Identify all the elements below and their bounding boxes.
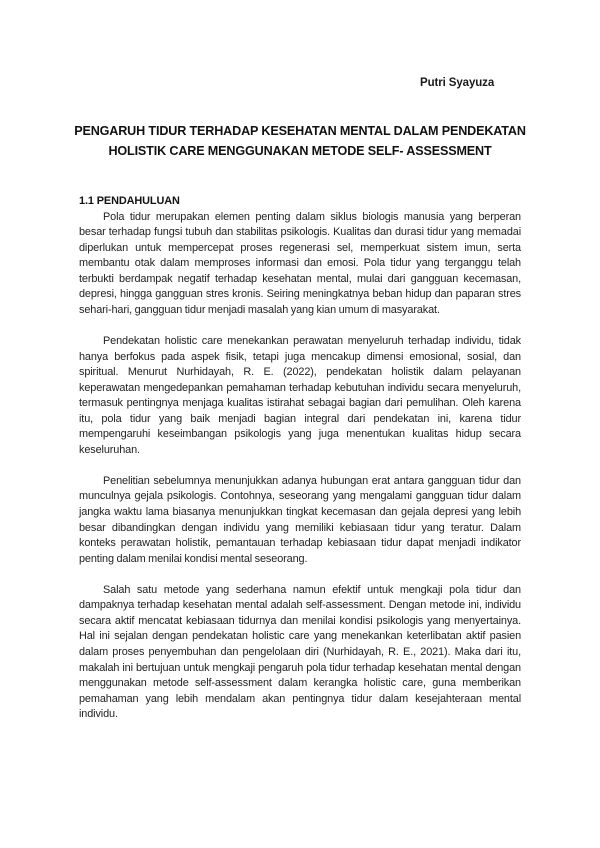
title-line-2: HOLISTIK CARE MENGGUNAKAN METODE SELF- ASSESSMENT [108, 144, 492, 158]
document-title [60, 121, 540, 161]
section-heading: 1.1 PENDAHULUAN [79, 195, 180, 207]
title-line-1: PENGARUH TIDUR TERHADAP KESEHATAN MENTAL DALAM PENDEKATAN [74, 124, 526, 138]
paragraph-2: Pendekatan holistic care menekankan perawatan menyeluruh terhadap individu, tidak hanya berfokus pada aspek fisik, tetapi juga mencakup dimensi emosional, sosial, dan spiritual. Menurut Nurhidayah, R. E. (2022), pendekatan holistik dalam pelayanan keperawatan mengedepankan pemahaman terhadap kebutuhan individu secara menyeluruh, termasuk pentingnya menjaga kualitas istirahat sebagai bagian dari pemulihan. Oleh karena itu, pola tidur yang baik menjadi bagian integral dari pendekatan ini, karena tidur mempengaruhi keseimbangan psikologis yang juga menentukan kualitas hidup secara keseluruhan. [79, 334, 521, 456]
paragraph-4: Salah satu metode yang sederhana namun efektif untuk mengkaji pola tidur dan dampaknya terhadap kesehatan mental adalah self-assessment. Dengan metode ini, individu secara aktif mencatat kebiasaan tidurnya dan menilai kondisi psikologis yang menyertainya. Hal ini sejalan dengan pendekatan holistic care yang menekankan keterlibatan aktif pasien dalam proses penyembuhan dan pengelolaan diri (Nurhidayah, R. E., 2021). Maka dari itu, makalah ini bertujuan untuk mengkaji pengaruh pola tidur terhadap kesehatan mental dengan menggunakan metode self-assessment dalam kerangka holistic care, guna memberikan pemahaman yang lebih mendalam akan pentingnya tidur dalam kesejahteraan mental individu. [79, 583, 521, 721]
document-body [79, 194, 521, 738]
paragraph-3: Penelitian sebelumnya menunjukkan adanya hubungan erat antara gangguan tidur dan munculnya gejala psikologis. Contohnya, seseorang yang mengalami gangguan tidur dalam jangka waktu lama biasanya menunjukkan tingkat kecemasan dan gejala depresi yang lebih besar dibandingkan dengan individu yang memiliki kebiasaan tidur yang teratur. Dalam konteks perawatan holistik, pemantauan terhadap kebiasaan tidur dapat menjadi indikator penting dalam menilai kondisi mental seseorang. [79, 474, 521, 565]
author-name: Putri Syayuza [420, 77, 495, 89]
paragraph-1: Pola tidur merupakan elemen penting dalam siklus biologis manusia yang berperan besar terhadap fungsi tubuh dan stabilitas psikologis. Kualitas dan durasi tidur yang memadai diperlukan untuk mempercepat proses regenerasi sel, memperkuat sistem imun, serta membantu otak dalam memproses informasi dan emosi. Pola tidur yang terganggu telah terbukti berdampak negatif terhadap kesehatan mental, mulai dari gangguan kecemasan, depresi, hingga gangguan stres kronis. Seiring meningkatnya beban hidup dan paparan stres sehari-hari, gangguan tidur menjadi masalah yang kian umum di masyarakat. [79, 210, 521, 316]
